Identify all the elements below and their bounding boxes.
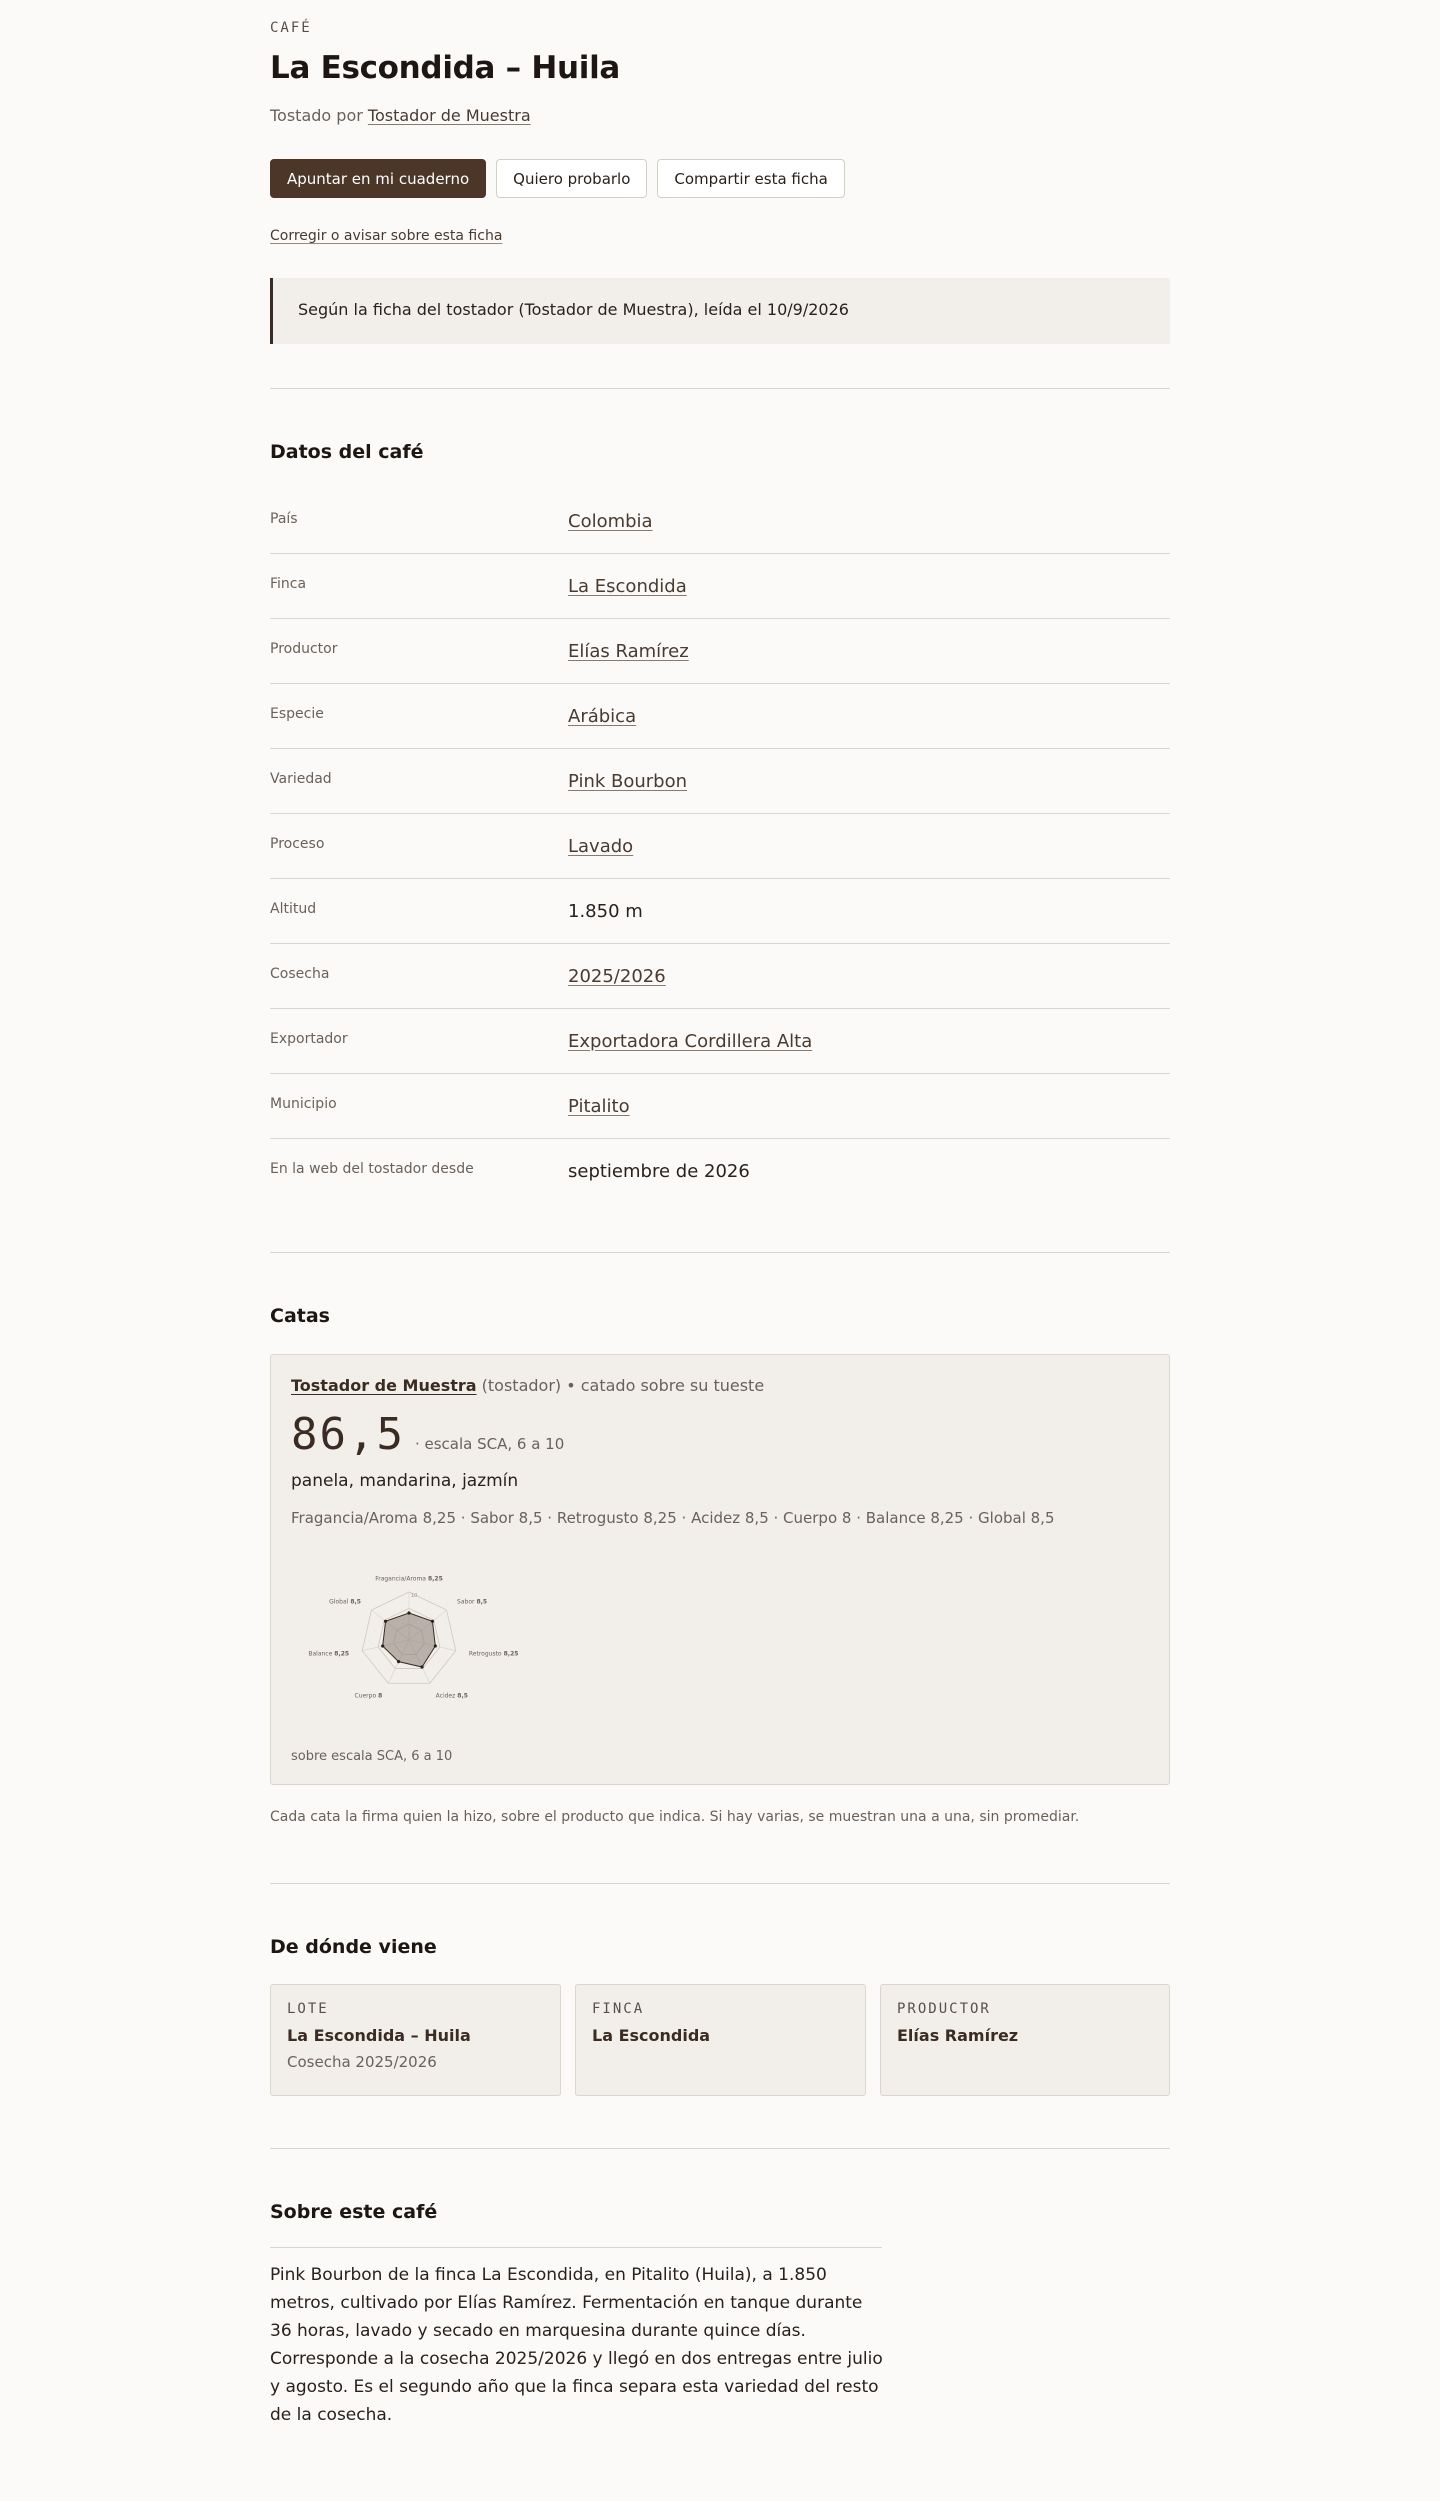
origin-card-farm[interactable]	[575, 1984, 866, 2096]
add-to-notebook-button[interactable]: Apuntar en mi cuaderno	[270, 159, 486, 198]
fact-value: 1.850 m	[568, 901, 643, 922]
fact-value[interactable]: Elías Ramírez	[568, 641, 689, 662]
score-line	[291, 1409, 564, 1460]
roaster-byline	[270, 106, 531, 125]
origin-kicker: FINCA	[592, 2001, 645, 2017]
radar-point	[420, 1665, 423, 1668]
score-scale: · escala SCA, 6 a 10	[414, 1435, 565, 1453]
fact-label: Exportador	[270, 1031, 348, 1047]
roasted-by-prefix: Tostado por	[270, 106, 363, 125]
radar-axis-label: Fragancia/Aroma 8,25	[375, 1575, 443, 1583]
fact-label: En la web del tostador desde	[270, 1161, 474, 1177]
taster-link[interactable]: Tostador de Muestra	[291, 1376, 477, 1395]
tastings-caption: Cada cata la firma quien la hizo, sobre el producto que indica. Si hay varias, se muestran una a una, sin promediar.	[270, 1809, 1080, 1825]
fact-label: Finca	[270, 576, 307, 592]
divider	[270, 1252, 1170, 1253]
page-title: La Escondida – Huila	[270, 50, 621, 86]
fact-label: Especie	[270, 706, 324, 722]
taster-line	[291, 1376, 764, 1395]
fact-row	[270, 944, 1170, 1009]
radar-point	[384, 1620, 387, 1623]
origin-name: La Escondida – Huila	[287, 2026, 471, 2045]
fact-value[interactable]: 2025/2026	[568, 966, 666, 987]
about-divider	[270, 2247, 882, 2248]
attribute-scores: Fragancia/Aroma 8,25 · Sabor 8,5 · Retrogusto 8,25 · Acidez 8,5 · Cuerpo 8 · Balance 8,25 · Global 8,5	[291, 1509, 1055, 1527]
fact-label: País	[270, 511, 298, 527]
fact-row	[270, 1074, 1170, 1139]
share-button[interactable]: Compartir esta ficha	[657, 159, 844, 198]
about-text: Pink Bourbon de la finca La Escondida, en Pitalito (Huila), a 1.850 metros, cultivado por Elías Ramírez. Fermentación en tanque durante 36 horas, lavado y secado en marquesina durante quince días. Corresponde a la cosecha 2025/2026 y llegó en dos entregas entre julio y agosto. Es el segundo año que la finca separa esta variedad del resto de la cosecha.	[270, 2265, 883, 2425]
radar-point	[397, 1660, 400, 1663]
about-title: Sobre este café	[270, 2201, 438, 2223]
fact-value: septiembre de 2026	[568, 1161, 750, 1182]
facts-table	[270, 489, 1170, 1204]
origin-title: De dónde viene	[270, 1936, 437, 1958]
scale-footnote: sobre escala SCA, 6 a 10	[291, 1749, 453, 1764]
origin-sub: Cosecha 2025/2026	[287, 2053, 437, 2071]
origin-cards	[270, 1984, 1170, 2096]
page-eyebrow: CAFÉ	[270, 20, 312, 36]
fact-label: Variedad	[270, 771, 332, 787]
radar-axis-label: Sabor 8,5	[457, 1598, 488, 1606]
fact-value[interactable]: Pink Bourbon	[568, 771, 688, 792]
fact-row	[270, 619, 1170, 684]
radar-point	[434, 1644, 437, 1647]
origin-card-lot[interactable]	[270, 1984, 561, 2096]
fact-label: Altitud	[270, 901, 317, 917]
radar-ring-label: 10	[411, 1593, 418, 1599]
radar-axis-label: Acidez 8,5	[435, 1692, 468, 1700]
fact-value[interactable]: Exportadora Cordillera Alta	[568, 1031, 813, 1052]
radar-series-area	[383, 1613, 436, 1667]
facts-title: Datos del café	[270, 441, 424, 463]
origin-kicker: LOTE	[287, 2001, 329, 2017]
action-buttons	[270, 159, 845, 198]
fact-value[interactable]: Arábica	[568, 706, 637, 727]
origin-name: Elías Ramírez	[897, 2026, 1019, 2045]
fact-row	[270, 1139, 1170, 1204]
radar-axis-label: Balance 8,25	[308, 1650, 350, 1658]
fact-row	[270, 879, 1170, 944]
divider	[270, 1883, 1170, 1884]
fact-row	[270, 1009, 1170, 1074]
fact-row	[270, 749, 1170, 814]
radar-axis-label: Retrogusto 8,25	[468, 1650, 519, 1658]
fact-label: Municipio	[270, 1096, 337, 1112]
cupping-score: 86,5	[291, 1409, 405, 1460]
divider	[270, 2148, 1170, 2149]
divider	[270, 388, 1170, 389]
origin-card-producer[interactable]	[880, 1984, 1170, 2096]
origin-kicker: PRODUCTOR	[897, 2001, 991, 2017]
origin-name: La Escondida	[592, 2026, 711, 2045]
taster-meta: (tostador) • catado sobre su tueste	[476, 1376, 765, 1395]
fact-row	[270, 554, 1170, 619]
fact-value[interactable]: Lavado	[568, 836, 634, 857]
radar-axis-label: Global 8,5	[329, 1598, 361, 1606]
fact-row	[270, 684, 1170, 749]
fact-label: Productor	[270, 641, 338, 657]
report-correction-link[interactable]: Corregir o avisar sobre esta ficha	[270, 228, 503, 244]
radar-point	[381, 1644, 384, 1647]
tastings-title: Catas	[270, 1305, 330, 1327]
fact-value[interactable]: Pitalito	[568, 1096, 630, 1117]
want-to-try-button[interactable]: Quiero probarlo	[496, 159, 647, 198]
fact-row	[270, 489, 1170, 554]
tasting-notes: panela, mandarina, jazmín	[291, 1471, 519, 1491]
source-notice: Según la ficha del tostador (Tostador de Muestra), leída el 10/9/2026	[270, 278, 1170, 344]
radar-chart	[308, 1570, 551, 1720]
fact-value[interactable]: La Escondida	[568, 576, 687, 597]
tasting-card	[270, 1354, 1170, 1785]
fact-label: Cosecha	[270, 966, 330, 982]
fact-value[interactable]: Colombia	[568, 511, 653, 532]
radar-point	[407, 1611, 410, 1614]
fact-row	[270, 814, 1170, 879]
radar-axis-label: Cuerpo 8	[354, 1692, 383, 1700]
fact-label: Proceso	[270, 836, 325, 852]
radar-point	[431, 1620, 434, 1623]
roaster-link[interactable]: Tostador de Muestra	[367, 106, 531, 125]
